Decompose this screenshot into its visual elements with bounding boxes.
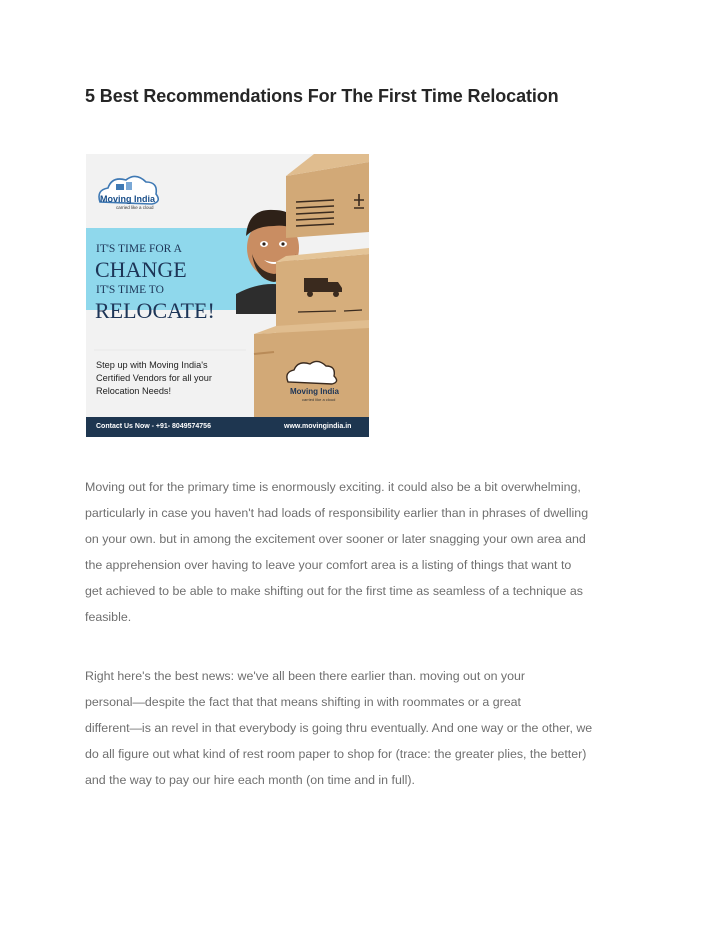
logo-brand-text: Moving India: [100, 194, 155, 204]
box-brand-text: Moving India: [290, 387, 339, 396]
paragraph-line: on your own. but in among the excitement over sooner or later snagging your own area and: [85, 532, 586, 546]
cardboard-box-bottom: [254, 320, 369, 417]
headline-line-3: IT'S TIME TO: [96, 284, 164, 296]
footer-website-text: www.movingindia.in: [284, 423, 352, 430]
footer-contact-text: Contact Us Now - +91- 8049574756: [96, 423, 211, 430]
headline-line-1: IT'S TIME FOR A: [96, 243, 182, 255]
sub-line-2: Certified Vendors for all your: [96, 373, 212, 383]
paragraph-1: [85, 474, 645, 630]
cardboard-box-top: [286, 154, 369, 238]
paragraph-line: Right here's the best news: we've all been there earlier than. moving out on your: [85, 669, 526, 683]
document-title: 5 Best Recommendations For The First Time Relocation: [85, 86, 559, 106]
sub-line-3: Relocation Needs!: [96, 386, 172, 396]
paragraph-line: personal—despite the fact that that means shifting in with roommates or a great: [85, 695, 521, 709]
banner-footer-bar: [86, 417, 369, 437]
paragraph-line: particularly in case you haven't had loads of responsibility earlier than in phrases of dwelling: [85, 506, 589, 520]
paragraph-line: the apprehension over having to leave your comfort area is a listing of things that want to: [85, 558, 572, 572]
paragraph-line: and the way to pay our hire each month (on time and in full).: [85, 773, 415, 787]
paragraph-line: different—is an revel in that everybody is going thru eventually. And one way or the other, we: [85, 721, 593, 735]
sub-line-1: Step up with Moving India's: [96, 360, 208, 370]
paragraph-line: get achieved to be able to make shifting out for the first time as seamless of a technique as: [85, 584, 583, 598]
promo-banner-image: [86, 154, 369, 437]
headline-line-4: RELOCATE!: [95, 298, 215, 323]
paragraph-line: feasible.: [85, 610, 132, 624]
logo-tagline-text: carried like a cloud: [116, 205, 154, 210]
paragraph-line: Moving out for the primary time is enormously exciting. it could also be a bit overwhelming,: [85, 480, 581, 494]
paragraph-line: do all figure out what kind of rest room paper to shop for (trace: the greater plies, the better): [85, 747, 587, 761]
box-tagline-text: carried like a cloud: [302, 397, 336, 402]
headline-line-2: CHANGE: [95, 257, 187, 282]
paragraph-2: [85, 663, 645, 793]
